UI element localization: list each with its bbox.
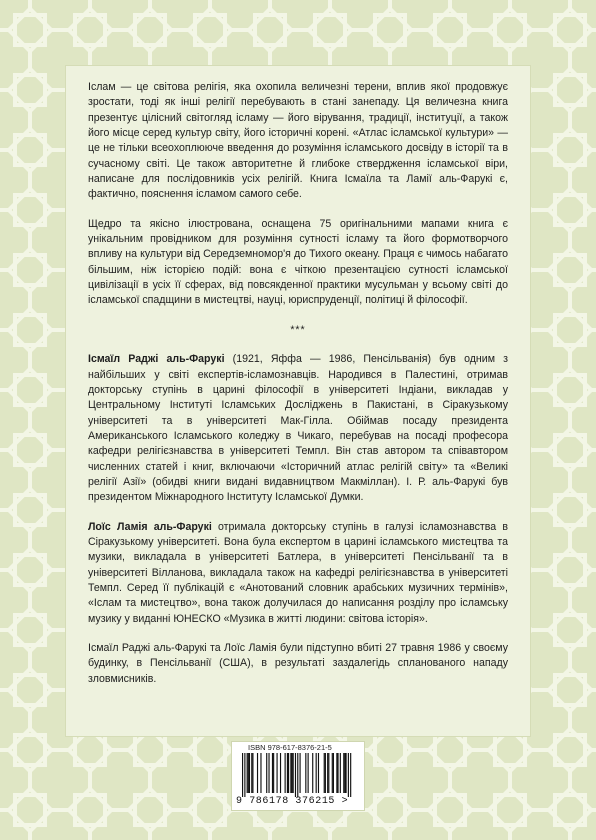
- barcode-bar: [348, 753, 349, 797]
- isbn-label: ISBN 978-617-8376-21-5: [248, 743, 332, 752]
- barcode-bar: [327, 753, 328, 793]
- barcode-bar: [308, 753, 309, 793]
- barcode-bar: [272, 753, 273, 793]
- barcode-bar: [273, 753, 274, 793]
- barcode-bar: [350, 753, 351, 797]
- bio-ismail-text: (1921, Яффа — 1986, Пенсільванія) був одним з найбільших у світі експертів-ісламознавців. Народився в Палестині, отримав докторську ступінь в царині філософії в університеті Індіани, викладав у Центральному Інституті Ісламських Досліджень в Пакистані, в Сіракузькому університеті та в університеті Мак-Гілла. Обіймав посаду президента Американського Ісламського коледжу в Чикаго, перебував на посаді професора кафедри релігієзнавства в університеті Темпл. Він став автором та співавтором численних статей і книг, включаючи «Історичний атлас релігій світу» та «Великі релігії Азії» (обидві книги видані видавництвом Макміллан). І. Р. аль-Фарукі був президентом Міжнародного Інституту Ісламської Думки.: [88, 353, 508, 504]
- bio-lois-name: Лоїс Ламія аль-Фарукі: [88, 520, 212, 533]
- bio-lois-text: отримала докторську ступінь в галузі ісламознавства в Сіракузькому університеті. Вона була експертом в царині ісламського мистецтва та музики, викладала в університеті Батлера, в університеті Пенсільванії та в університеті Вілланова, викладала також на кафедрі релігієзнавства в університеті Темпл. Серед її публікацій є «Анотований словник арабських музичних термінів», «Іслам та мистецтво», вона також долучилася до написання розділу про ісламську музику у виданні ЮНЕСКО «Музика в житті людини: світова історія».: [88, 520, 508, 625]
- closing-paragraph: Ісмаїл Раджі аль-Фарукі та Лоїс Ламія були підступно вбиті 27 травня 1986 у своєму будинку, в Пенсільванії (США), в результаті заздалегідь спланованого нападу зловмисників.: [88, 642, 508, 685]
- back-cover-text: [88, 80, 508, 701]
- barcode-bar: [285, 753, 286, 793]
- barcode-bar: [333, 753, 334, 793]
- barcode-bar: [295, 753, 296, 797]
- bio-ismail-name: Ісмаїл Раджі аль-Фарукі: [88, 353, 225, 366]
- barcode-digits: 9 786178 376215 >: [236, 796, 349, 807]
- barcode-bar: [268, 753, 269, 793]
- barcode-bar: [266, 753, 267, 793]
- barcode-bar: [340, 753, 341, 793]
- barcode-bar: [346, 753, 347, 793]
- barcode-bar: [312, 753, 313, 793]
- barcode-bar: [336, 753, 337, 793]
- barcode-bar: [280, 753, 281, 793]
- barcode-bar: [288, 753, 289, 793]
- barcode-bar: [287, 753, 288, 793]
- bio-lois: [88, 520, 508, 627]
- barcode: [240, 753, 358, 797]
- barcode-bar: [297, 753, 298, 797]
- barcode-bar: [260, 753, 261, 793]
- barcode-bar: [291, 753, 292, 793]
- barcode-bar: [244, 753, 245, 797]
- barcode-bar: [332, 753, 333, 793]
- barcode-bar: [344, 753, 345, 793]
- barcode-bar: [277, 753, 278, 793]
- barcode-bar: [251, 753, 252, 793]
- barcode-bar: [318, 753, 319, 793]
- barcode-bar: [248, 753, 249, 793]
- barcode-bar: [247, 753, 248, 793]
- barcode-bar: [300, 753, 301, 793]
- barcode-bar: [290, 753, 291, 793]
- barcode-bar: [343, 753, 344, 793]
- barcode-bar: [328, 753, 329, 793]
- barcode-bar: [324, 753, 325, 793]
- barcode-bar: [316, 753, 317, 793]
- intro-paragraph: Іслам — це світова релігія, яка охопила величезні терени, вплив якої продовжує зростати, тоді як інші релігії перебувають в стані занепаду. Ця величезна книга презентує цілісний світогляд ісламу — його вірування, традиції, інституції, а також його місце серед культур світу, його історичні корені. «Атлас ісламської культури» — це не тільки всеохоплююче введення до розуміння ісламського досвіду в історії та в сучасному світі. Це також авторитетне й глибоке ствердження ісламської віри, написане для послідовників усіх релігій. Книга Ісмаїла та Ламії аль-Фарукі є, фактично, пояснення ісламом самого себе.: [88, 81, 508, 201]
- separator: ***: [290, 323, 306, 336]
- barcode-bar: [257, 753, 258, 793]
- barcode-bar: [242, 753, 243, 797]
- barcode-bar: [305, 753, 306, 793]
- barcode-bar: [337, 753, 338, 793]
- barcode-bar: [252, 753, 253, 793]
- bio-ismail: [88, 352, 508, 505]
- barcode-bar: [293, 753, 294, 793]
- barcode-bar: [325, 753, 326, 793]
- description-paragraph: Щедро та якісно ілюстрована, оснащена 75 оригінальними мапами книга є унікальним провідником для розуміння сутності ісламу та його формотворчого впливу на культури від Середземномор'я до Тихого океану. Праця є чимось набагато більшим, ніж історією подій: вона є чіткою презентацією сутності ісламської цивілізації в усіх її сферах, від повсякденної практики мусульман у всьому світі до ісламської спадщини в мистецтві, науці, юриспруденції, політиці й філософії.: [88, 217, 508, 307]
- barcode-bar: [249, 753, 250, 793]
